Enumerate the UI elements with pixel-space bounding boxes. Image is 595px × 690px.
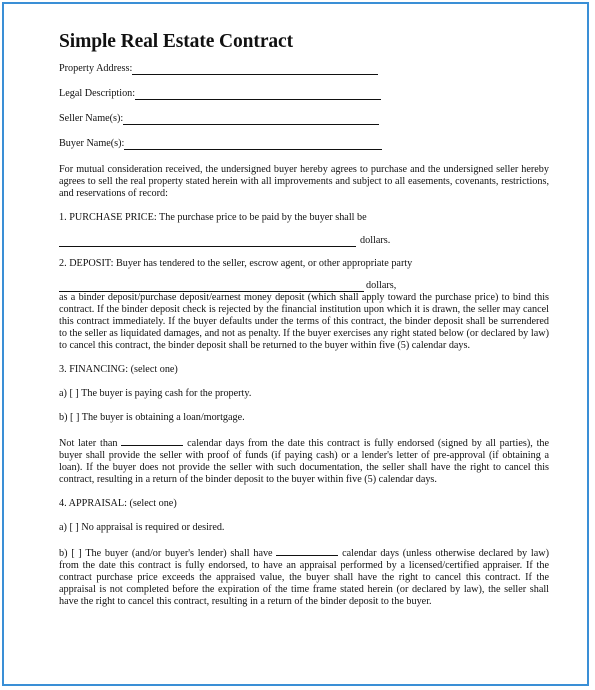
intro-paragraph: For mutual consideration received, the undersigned buyer hereby agrees to purchase and the undersigned seller hereby agrees to sell the real property stated herein with all improvements and subject to all easements, covenants, restrictions, and reservations of record: bbox=[59, 164, 549, 199]
appraisal-paragraph bbox=[59, 546, 549, 608]
seller-names-label: Seller Name(s): bbox=[59, 113, 124, 124]
purchase-price-heading: 1. PURCHASE PRICE: The purchase price to be paid by the buyer shall be bbox=[59, 212, 367, 223]
appraisal-heading: 4. APPRAISAL: (select one) bbox=[59, 498, 177, 509]
page-title: Simple Real Estate Contract bbox=[59, 31, 293, 52]
deposit-amount-field[interactable] bbox=[59, 281, 364, 292]
purchase-price-field[interactable] bbox=[59, 236, 356, 247]
purchase-price-row bbox=[59, 234, 549, 247]
contract-page bbox=[59, 30, 549, 620]
financing-rest: calendar days from the date this contract is fully endorsed (signed by all parties), the buyer shall provide the seller with proof of funds (if paying cash) or a lender's letter of pre-approval (if obtaining a loan). If the buyer does not provide the seller with such documentation, the seller shall have the right to cancel this contract, resulting in a return of the binder deposit to the buyer within five (5) calendar days. bbox=[59, 438, 550, 485]
deposit-row bbox=[59, 279, 549, 292]
buyer-names-label: Buyer Name(s): bbox=[59, 138, 125, 149]
seller-names-row bbox=[59, 113, 549, 125]
financing-heading: 3. FINANCING: (select one) bbox=[59, 364, 178, 375]
financing-option-cash[interactable]: a) [ ] The buyer is paying cash for the property. bbox=[59, 388, 252, 399]
legal-description-field[interactable] bbox=[135, 89, 381, 100]
appraisal-option-none[interactable]: a) [ ] No appraisal is required or desired. bbox=[59, 522, 225, 533]
buyer-names-field[interactable] bbox=[124, 139, 382, 150]
financing-days-field[interactable] bbox=[121, 436, 183, 446]
property-address-label: Property Address: bbox=[59, 63, 133, 74]
appraisal-option-b-rest: calendar days (unless otherwise declared by law) from the date this contract is fully endorsed, to have an appraisal performed by a licensed/certified appraiser. If the contract purchase price exceeds the appraised value, the buyer shall have the right to cancel this contract. If the appraisal is not completed before the expiration of the time frame stated herein (or declared by law), the seller shall have the right to cancel this contract, resulting in a return of the binder deposit to the buyer. bbox=[59, 548, 549, 607]
financing-option-loan[interactable]: b) [ ] The buyer is obtaining a loan/mortgage. bbox=[59, 412, 245, 423]
buyer-names-row bbox=[59, 138, 549, 150]
seller-names-field[interactable] bbox=[123, 114, 379, 125]
financing-paragraph bbox=[59, 436, 549, 486]
appraisal-option-b-prefix[interactable]: b) [ ] The buyer (and/or buyer's lender) shall have bbox=[59, 548, 273, 559]
financing-prefix: Not later than bbox=[59, 438, 118, 449]
purchase-price-unit: dollars. bbox=[360, 235, 391, 246]
deposit-unit: dollars, bbox=[366, 280, 397, 291]
appraisal-days-field[interactable] bbox=[276, 546, 338, 556]
deposit-paragraph: as a binder deposit/purchase deposit/earnest money deposit (which shall apply toward the purchase price) to bind this contract. If the binder deposit check is rejected by the financial institution upon which it is drawn, the seller may cancel this contract immediately. If the buyer defaults under the terms of this contract, the binder deposit shall be surrendered to the seller as liquidated damages, and not as penalty. If the buyer exercises any right stated below (or declared by law) to cancel this contract, the binder deposit shall be returned to the buyer within five (5) calendar days. bbox=[59, 292, 549, 351]
deposit-heading: 2. DEPOSIT: Buyer has tendered to the seller, escrow agent, or other appropriate party bbox=[59, 258, 413, 269]
legal-description-label: Legal Description: bbox=[59, 88, 136, 99]
property-address-row bbox=[59, 63, 549, 75]
property-address-field[interactable] bbox=[132, 64, 378, 75]
legal-description-row bbox=[59, 88, 549, 100]
